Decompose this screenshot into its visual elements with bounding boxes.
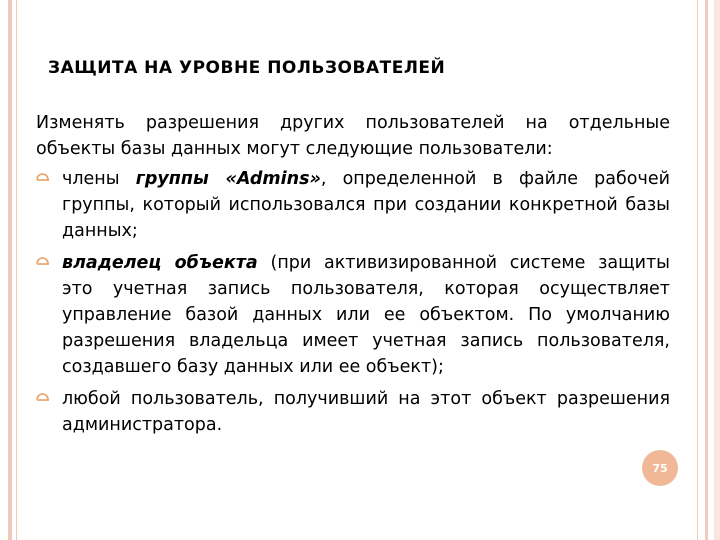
bullet-list bbox=[36, 166, 670, 438]
bullet-text-emphasis: владелец объекта bbox=[62, 253, 258, 273]
bullet-text-post: , определенной в файле рабочей группы, который использовался при создании конкретной базы данных; bbox=[62, 169, 670, 241]
bullet-arrow-icon bbox=[36, 173, 50, 186]
frame-line-right bbox=[705, 0, 708, 540]
frame-band-right bbox=[714, 0, 720, 540]
frame-line-right-inner bbox=[697, 0, 698, 540]
bullet-text-post: (при активизированной системе защиты это учетная запись пользователя, которая осуществляет управление базой данных или ее объектом. По умолчанию разрешения владельца имеет учетная запись пользователя, создавшего базу данных или ее объект); bbox=[62, 253, 670, 377]
bullet-arrow-icon bbox=[36, 257, 50, 270]
bullet-text-pre: члены bbox=[62, 169, 136, 189]
frame-line-left bbox=[8, 0, 12, 540]
bullet-item bbox=[36, 250, 670, 380]
page-number-badge: 75 bbox=[642, 450, 678, 486]
bullet-text-pre: любой пользователь, получивший на этот объект разрешения администратора. bbox=[62, 389, 670, 435]
frame-line-left-inner bbox=[16, 0, 17, 540]
slide-content bbox=[36, 110, 670, 444]
bullet-item bbox=[36, 166, 670, 244]
bullet-arrow-icon bbox=[36, 393, 50, 406]
slide-title: ЗАЩИТА НА УРОВНЕ ПОЛЬЗОВАТЕЛЕЙ bbox=[48, 58, 446, 78]
bullet-item bbox=[36, 386, 670, 438]
intro-paragraph: Изменять разрешения других пользователей на отдельные объекты базы данных могут следующие пользователи: bbox=[36, 113, 670, 159]
bullet-text-emphasis: группы «Admins» bbox=[135, 169, 321, 189]
